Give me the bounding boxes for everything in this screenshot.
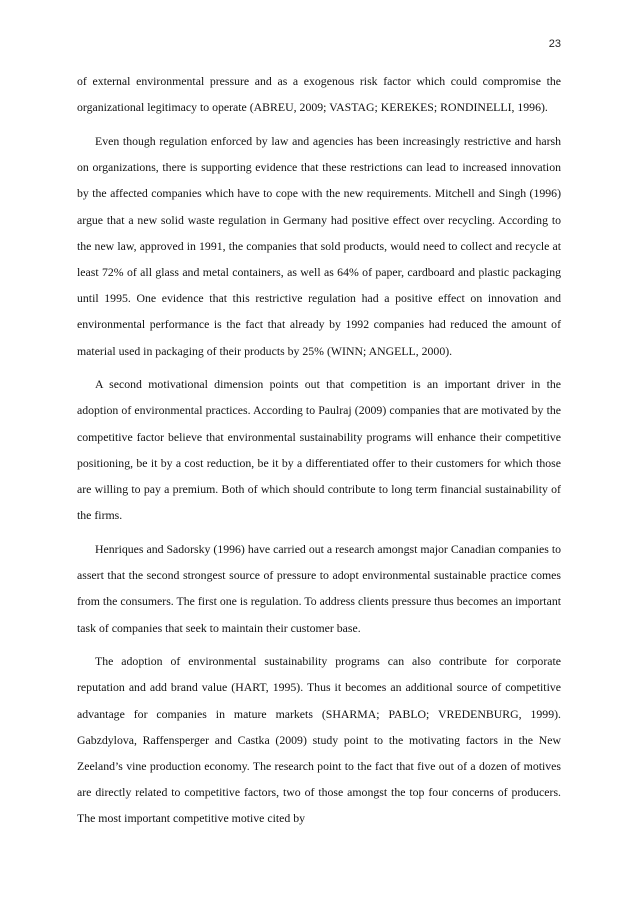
paragraph-brand-value: The adoption of environmental sustainability programs can also contribute for corporate reputation and add brand value (HART, 1995). Thus it becomes an additional source of competitive advantage for companies in mature markets (SHARMA; PABLO; VREDENBURG, 1999). Gabzdylova, Raffensperger and Castka (2009) study point to the motivating factors in the New Zeeland’s vine production economy. The research point to the fact that five out of a dozen of motives are directly related to competitive factors, two of those amongst the top four concerns of producers. The most important competitive motive cited by — [77, 654, 561, 826]
body-text — [77, 68, 561, 839]
paragraph-regulation: Even though regulation enforced by law and agencies has been increasingly restrictive and harsh on organizations, there is supporting evidence that these restrictions can lead to increased innovation by the affected companies which have to cope with the new requirements. Mitchell and Singh (1996) argue that a new solid waste regulation in Germany had positive effect over recycling. According to the new law, approved in 1991, the companies that sold products, would need to collect and recycle at least 72% of all glass and metal containers, as well as 64% of paper, cardboard and plastic packaging until 1995. One evidence that this restrictive regulation had a positive effect on innovation and environmental performance is the fact that already by 1992 companies had reduced the amount of material used in packaging of their products by 25% (WINN; ANGELL, 2000). — [77, 133, 561, 358]
paragraph-consumers: Henriques and Sadorsky (1996) have carried out a research amongst major Canadian companies to assert that the second strongest source of pressure to adopt environmental sustainable practice comes from the consumers. The first one is regulation. To address clients pressure thus becomes an important task of companies that seek to maintain their customer base. — [77, 541, 561, 635]
paragraph-competition: A second motivational dimension points out that competition is an important driver in the adoption of environmental practices. According to Paulraj (2009) companies that are motivated by the competitive factor believe that environmental sustainability programs will enhance their competitive positioning, be it by a cost reduction, be it by a differentiated offer to their customers for which those are willing to pay a premium. Both of which should contribute to long term financial sustainability of the firms. — [77, 377, 561, 523]
page-number: 23 — [548, 38, 561, 50]
paragraph-continuation: of external environmental pressure and as a exogenous risk factor which could compromise the organizational legitimacy to operate (ABREU, 2009; VASTAG; KEREKES; RONDINELLI, 1996). — [77, 74, 561, 115]
